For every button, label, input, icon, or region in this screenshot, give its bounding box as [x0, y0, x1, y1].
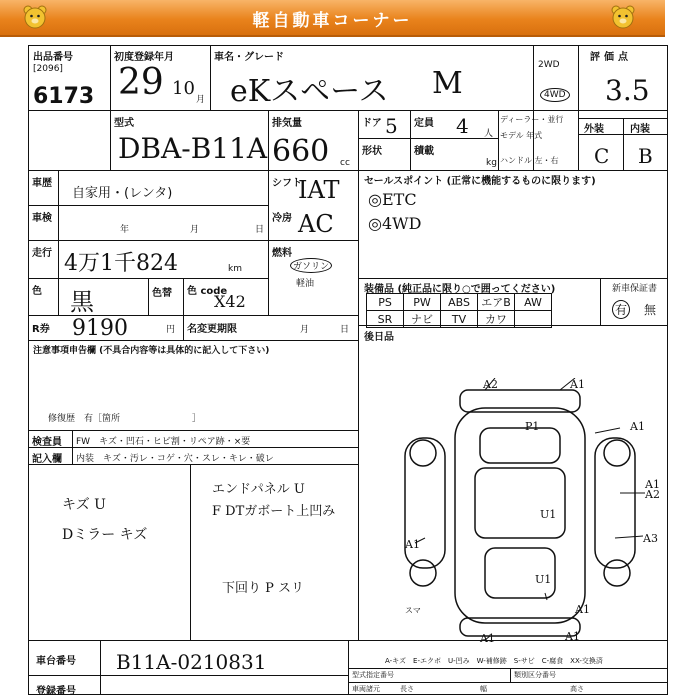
inspector-row-fw: FW キズ・凹石・ヒビ割・リペア跡・×要 — [76, 437, 251, 447]
first-reg-unit: 月 — [196, 95, 206, 105]
rear-bumper — [460, 618, 580, 636]
mileage-label: 走行 — [32, 248, 52, 259]
lot-label: 出品番号 — [33, 52, 73, 63]
mark-a1-rear-right: A1 — [575, 603, 590, 616]
model-name-label: 車名・グレード — [214, 52, 284, 63]
mark-a2-front: A2 — [483, 378, 498, 391]
category-number-label: 類別区分番号 — [514, 671, 556, 679]
mark-a1-right: A1 — [630, 420, 645, 433]
mark-a1-bottom-right: A1 — [565, 630, 580, 643]
recycle-value: 9190 — [72, 316, 128, 341]
roof — [475, 468, 565, 538]
recycle-unit: 円 — [166, 325, 176, 335]
inspection-month: 月 — [190, 225, 200, 235]
mileage-value: 4万1千824 — [64, 251, 178, 276]
displacement-label: 排気量 — [272, 118, 302, 129]
equipment-table — [366, 293, 552, 328]
mark-a1-bottom: A1 — [480, 632, 495, 643]
capacity-label: 定員 — [414, 118, 434, 129]
remark-2: Dミラー キズ — [62, 527, 148, 543]
color-value: 黒 — [70, 288, 94, 316]
notes-label: 注意事項申告欄 (不具合内容等は具体的に記入して下さい) — [33, 346, 270, 356]
name-change-day: 日 — [340, 325, 350, 335]
remark-5: 下回り P スリ — [222, 581, 305, 596]
drive-4wd: 4WD — [540, 88, 570, 102]
warranty-no: 無 — [644, 303, 657, 317]
wheel-rr — [604, 560, 630, 586]
equipment-label: 装備品 (純正品に限り○で囲ってください) — [364, 284, 556, 295]
height-label: 高さ — [570, 685, 584, 693]
width-label: 幅 — [480, 685, 487, 693]
equipment-airbag: エアB — [478, 294, 515, 311]
color-change-label: 色替 — [152, 288, 172, 299]
handle-label: ハンドル 左・右 — [500, 156, 559, 165]
warranty-label: 新車保証書 — [612, 284, 658, 294]
mark-u1-rear: U1 — [535, 573, 552, 586]
rating-label: 評価点 — [590, 52, 632, 63]
windshield — [480, 428, 560, 463]
lot-code: [2096] — [33, 64, 63, 74]
equipment-leather: カワ — [478, 311, 515, 328]
aircon-value: AC — [298, 210, 334, 238]
model-grade: M — [432, 66, 463, 101]
sales-point-1: ◎ETC — [368, 190, 417, 209]
dealer-label: ディーラー・並行 — [500, 115, 564, 124]
load-label: 積載 — [414, 146, 434, 157]
warranty-yes: 有 — [612, 300, 630, 319]
diagram-side-label: スマ — [405, 606, 421, 615]
shift-value: IAT — [298, 176, 340, 204]
wheel-fr — [604, 440, 630, 466]
name-change-label: 名変更期限 — [187, 324, 237, 335]
rating-value: 3.5 — [605, 74, 650, 107]
doors-value: 5 — [385, 114, 398, 138]
equipment-tv: TV — [441, 311, 478, 328]
usage-value: 自家用・(レンタ) — [72, 186, 173, 201]
inspection-year: 年 — [120, 225, 130, 235]
displacement-unit: cc — [340, 158, 350, 168]
equipment-blank — [515, 311, 552, 328]
inspection-label: 車検 — [32, 213, 52, 224]
wheel-fl — [410, 440, 436, 466]
drive-2wd: 2WD — [538, 60, 560, 70]
equipment-abs: ABS — [441, 294, 478, 311]
repair-history: 修復歴 有［箇所 ］ — [48, 414, 202, 424]
mark-a2-right: A2 — [645, 488, 660, 501]
displacement-value: 660 — [272, 134, 330, 169]
fuel-gasoline: ガソリン — [290, 258, 332, 273]
recycle-label: R券 — [32, 324, 50, 335]
inspector-row-interior: 内装 キズ・汚レ・コゲ・穴・スレ・キレ・破レ — [76, 454, 274, 464]
equipment-pw: PW — [404, 294, 441, 311]
reg-label: 登録番号 — [36, 686, 76, 697]
chassis-label: 車台番号 — [36, 656, 76, 667]
color-code-value: X42 — [214, 292, 246, 311]
mark-a1-door: A1 — [645, 478, 660, 491]
mark-u1-roof: U1 — [540, 508, 557, 521]
model-code-label: 型式 — [114, 118, 134, 129]
inspector-entry-label: 記入欄 — [32, 454, 62, 465]
type-designation-label: 型式指定番号 — [352, 671, 394, 679]
chassis-value: B11A-0210831 — [116, 650, 267, 674]
length-label: 長さ — [400, 685, 414, 693]
remark-1: キズ U — [62, 497, 106, 513]
model-year-label: モデル 年式 — [500, 131, 543, 140]
interior-grade: B — [638, 144, 653, 168]
page-title: 軽自動車コーナー — [252, 11, 413, 31]
doors-label: ドア — [362, 118, 382, 129]
equipment-ps: PS — [367, 294, 404, 311]
sales-points-label: セールスポイント (正常に機能するものに限ります) — [364, 176, 596, 187]
capacity-unit: 人 — [484, 129, 494, 139]
equipment-sr: SR — [367, 311, 404, 328]
interior-label: 内装 — [630, 124, 650, 135]
lot-number: 6173 — [33, 84, 95, 109]
damage-legend: A-キズ E-エクボ U-凹み W-補修跡 S-サビ C-腐食 XX-交換済 — [385, 657, 603, 665]
mark-p1: P1 — [525, 420, 540, 433]
color-label: 色 — [32, 286, 42, 297]
kg-unit: kg — [486, 158, 497, 168]
model-code-value: DBA-B11A — [118, 132, 268, 165]
usage-label: 車歴 — [32, 178, 52, 189]
exterior-grade: C — [594, 144, 610, 168]
name-change-month: 月 — [300, 325, 310, 335]
inspection-day: 日 — [255, 225, 265, 235]
fuel-diesel: 軽油 — [296, 279, 315, 289]
wheel-rl — [410, 560, 436, 586]
equipment-aw: AW — [515, 294, 552, 311]
post-seat-label: 後日品 — [364, 332, 394, 343]
mileage-unit: km — [228, 264, 242, 274]
first-reg-month: 10 — [172, 78, 195, 99]
model-name-value: eKスペース — [230, 74, 389, 109]
inspector-label: 検査員 — [32, 437, 62, 448]
equipment-navi: ナビ — [404, 311, 441, 328]
capacity-value: 4 — [456, 114, 469, 138]
shape-label: 形状 — [362, 146, 382, 157]
aircon-label: 冷房 — [272, 213, 292, 224]
exterior-label: 外装 — [584, 124, 604, 135]
color-code-label: 色 code — [187, 286, 228, 297]
car-damage-diagram — [395, 378, 665, 643]
dims-label: 車両諸元 — [352, 685, 380, 693]
shift-label: シフト — [272, 178, 302, 189]
mark-a1-left: A1 — [405, 538, 420, 551]
sales-point-2: ◎4WD — [368, 214, 422, 233]
first-reg-label: 初度登録年月 — [114, 52, 174, 63]
fuel-label: 燃料 — [272, 248, 292, 259]
remark-4: F DTガボート上凹み — [212, 504, 336, 519]
first-reg-year: 29 — [118, 62, 164, 103]
mark-a1-front: A1 — [570, 378, 585, 391]
mark-a3: A3 — [643, 532, 658, 545]
remark-3: エンドパネル U — [212, 482, 305, 497]
